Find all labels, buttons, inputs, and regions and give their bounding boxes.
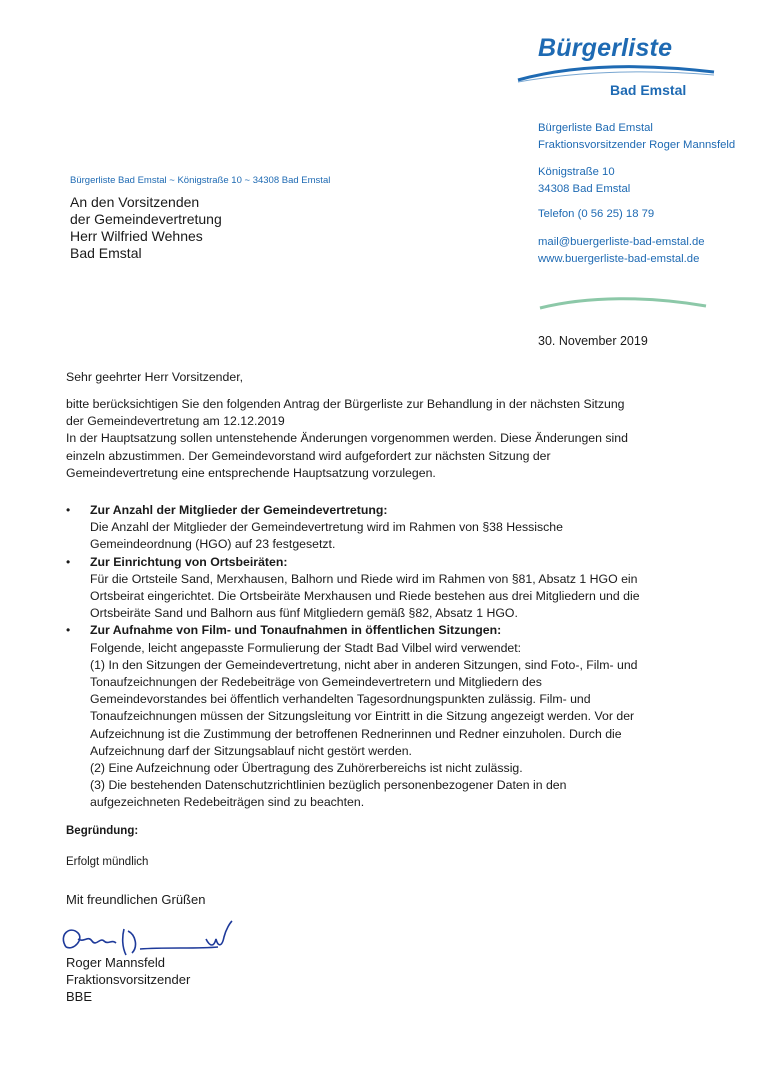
bullet-icon: • [66, 554, 71, 569]
logo-title: Bürgerliste [538, 34, 673, 62]
sidebar-website-link[interactable]: www.buergerliste-bad-emstal.de [538, 253, 700, 265]
proposal-list [66, 502, 691, 812]
item-line: aufgezeichneten Redebeiträgen sind zu beachten. [90, 795, 365, 810]
sidebar-org-line: Bürgerliste Bad Emstal [538, 122, 653, 134]
recipient-line: Bad Emstal [70, 245, 142, 261]
sidebar-email-link[interactable]: mail@buergerliste-bad-emstal.de [538, 236, 705, 248]
recipient-line: An den Vorsitzenden [70, 194, 200, 210]
signer-block [66, 954, 190, 1005]
item-line: Die Anzahl der Mitglieder der Gemeindevertretung wird im Rahmen von §38 Hessische [90, 520, 563, 535]
item-line: Für die Ortsteile Sand, Merxhausen, Balhorn und Riede wird im Rahmen von §81, Absatz 1 HGO ein [90, 571, 638, 586]
item-line: Gemeindeordnung (HGO) auf 23 festgesetzt. [90, 537, 336, 552]
item-line: (3) Die bestehenden Datenschutzrichtlinien bezüglich personenbezogener Daten in den [90, 778, 567, 793]
item-line: Folgende, leicht angepasste Formulierung der Stadt Bad Vilbel wird verwendet: [90, 640, 522, 655]
intro-line: einzeln abzustimmen. Der Gemeindevorstand wird aufgefordert zur nächsten Sitzung der [66, 448, 551, 463]
item-line: Gemeindevorstandes bei öffentlich verhandelten Tagesordnungspunkten zulässig. Film- und [90, 692, 591, 707]
logo-swoosh-icon [516, 62, 716, 84]
sidebar-address-line: 34308 Bad Emstal [538, 183, 631, 195]
item-heading: Zur Anzahl der Mitglieder der Gemeindevertretung: [90, 503, 388, 517]
item-line: Tonaufzeichnungen der Redebeiträge von Gemeindevertretern und Mitgliedern des [90, 675, 542, 690]
intro-line: bitte berücksichtigen Sie den folgenden Antrag der Bürgerliste zur Behandlung in der nächsten Sitzung [66, 397, 625, 411]
item-line: (1) In den Sitzungen der Gemeindevertretung, nicht aber in anderen Sitzungen, sind Foto-, Film- und [90, 657, 638, 672]
list-item [66, 502, 691, 554]
item-line: Aufzeichnung darf der Sitzungsablauf nicht gestört werden. [90, 743, 412, 758]
item-line: Tonaufzeichnungen müssen der Sitzungsleitung vor Eintritt in die Sitzung angezeigt werden. Vor der [90, 709, 635, 724]
closing: Mit freundlichen Grüßen [66, 892, 206, 907]
intro-line: In der Hauptsatzung sollen untenstehende Änderungen vorgenommen werden. Diese Änderungen sind [66, 431, 628, 446]
sidebar-address [538, 164, 630, 198]
sidebar-org [538, 120, 735, 154]
list-item [66, 554, 691, 623]
item-line: (2) Eine Aufzeichnung oder Übertragung des Zuhörerbereichs ist nicht zulässig. [90, 761, 523, 776]
item-line: Ortsbeirat eingerichtet. Die Ortsbeiräte Merxhausen und Riede bestehen aus drei Mitgliedern und die [90, 589, 640, 604]
green-swoosh-icon [538, 294, 708, 314]
item-line: Ortsbeiräte Sand und Balhorn aus fünf Mitgliedern gemäß §82, Absatz 1 HGO. [90, 606, 518, 621]
letter-date: 30. November 2019 [538, 334, 648, 348]
list-item [66, 622, 691, 811]
item-heading: Zur Einrichtung von Ortsbeiräten: [90, 554, 288, 569]
intro-line: der Gemeindevertretung am 12.12.2019 [66, 414, 285, 429]
recipient-line: der Gemeindevertretung [70, 211, 222, 227]
sender-line: Bürgerliste Bad Emstal ~ Königstraße 10 ~ 34308 Bad Emstal [70, 175, 331, 186]
bullet-icon: • [66, 623, 71, 638]
sidebar-org-line: Fraktionsvorsitzender Roger Mannsfeld [538, 139, 736, 151]
item-heading: Zur Aufnahme von Film- und Tonaufnahmen in öffentlichen Sitzungen: [90, 623, 502, 638]
bullet-icon: • [66, 503, 71, 517]
reason-text: Erfolgt mündlich [66, 856, 149, 868]
salutation: Sehr geehrter Herr Vorsitzender, [66, 370, 244, 384]
sidebar-web [538, 234, 705, 268]
recipient-line: Herr Wilfried Wehnes [70, 228, 203, 244]
recipient-address [70, 194, 222, 262]
signer-line: Roger Mannsfeld [66, 955, 165, 970]
sidebar-address-line: Königstraße 10 [538, 166, 615, 178]
logo-subtitle: Bad Emstal [610, 82, 687, 98]
signer-line: BBE [66, 989, 93, 1004]
sidebar-phone: Telefon (0 56 25) 18 79 [538, 208, 655, 220]
reason-heading: Begründung: [66, 825, 139, 837]
intro-paragraph [66, 396, 706, 482]
item-line: Aufzeichnung ist die Zustimmung der betroffenen Rednerinnen und Redner einzuholen. Durch die [90, 726, 622, 741]
intro-line: Gemeindevertretung eine entsprechende Hauptsatzung vorzulegen. [66, 465, 436, 480]
signer-line: Fraktionsvorsitzender [66, 972, 191, 987]
